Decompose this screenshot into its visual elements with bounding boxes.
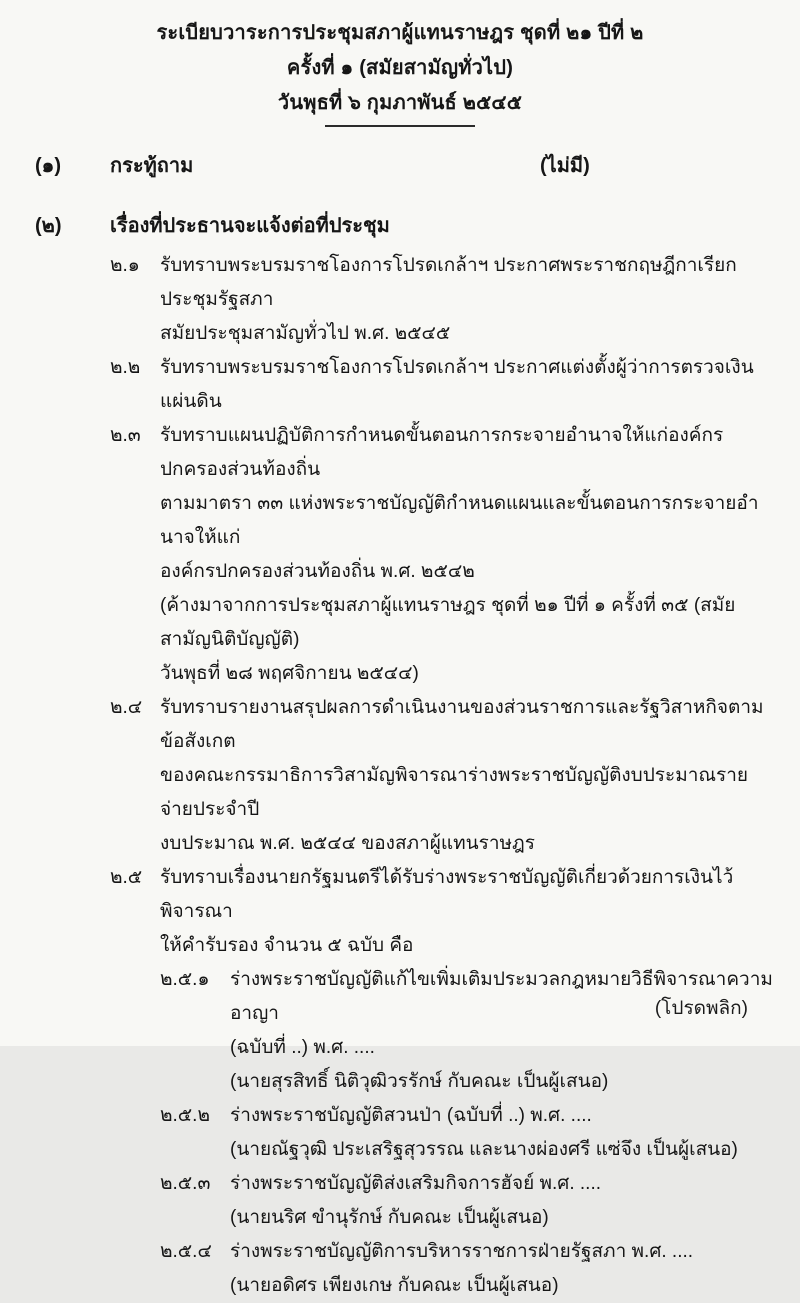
sub-item-2-5-number: ๒.๕ — [110, 867, 143, 888]
document-title-line-1: ระเบียบวาระการประชุมสภาผู้แทนราษฎร ชุดที่ ๒๑ ปีที่ ๒ — [156, 22, 644, 44]
agenda-item-2 — [35, 213, 765, 239]
sub-item-2-1-number: ๒.๑ — [110, 255, 140, 276]
sub-item-2-4 — [110, 691, 775, 861]
text-line: รับทราบแผนปฏิบัติการกำหนดขั้นตอนการกระจายอำนาจให้แก่องค์กรปกครองส่วนท้องถิ่น — [160, 425, 724, 480]
sub-item-2-5-text — [160, 861, 775, 963]
agenda-item-1-title: กระทู้ถาม — [110, 155, 194, 177]
text-line: รับทราบเรื่องนายกรัฐมนตรีได้รับร่างพระราชบัญญัติเกี่ยวด้วยการเงินไว้พิจารณา — [160, 867, 734, 922]
agenda-item-1-number: (๑) — [35, 155, 62, 177]
header-underline — [325, 125, 475, 127]
text-line: ร่างพระราชบัญญัติแก้ไขเพิ่มเติมประมวลกฎหมายวิธีพิจารณาความอาญา — [230, 969, 773, 1024]
text-line: ร่างพระราชบัญญัติส่งเสริมกิจการฮัจย์ พ.ศ. .... — [230, 1173, 602, 1194]
proposer-line: (นายอดิศร เพียงเกษ กับคณะ เป็นผู้เสนอ) — [230, 1275, 559, 1296]
sub-item-2-5-4 — [160, 1235, 775, 1303]
agenda-item-1-note: (ไม่มี) — [540, 155, 590, 177]
text-line: ร่างพระราชบัญญัติการบริหารราชการฝ่ายรัฐสภา พ.ศ. .... — [230, 1241, 694, 1262]
sub-item-2-2-number: ๒.๒ — [110, 357, 141, 378]
sub-item-2-5-2-text — [230, 1099, 775, 1167]
sub-item-2-4-number: ๒.๔ — [110, 697, 143, 718]
text-line: รับทราบพระบรมราชโองการโปรดเกล้าฯ ประกาศแต่งตั้งผู้ว่าการตรวจเงินแผ่นดิน — [160, 357, 754, 412]
text-line: ร่างพระราชบัญญัติสวนป่า (ฉบับที่ ..) พ.ศ. .... — [230, 1105, 592, 1126]
sub-item-2-5-1 — [160, 963, 775, 1099]
text-line: วันพุธที่ ๒๘ พฤศจิกายน ๒๕๔๔) — [160, 663, 419, 684]
text-line: รับทราบรายงานสรุปผลการดำเนินงานของส่วนราชการและรัฐวิสาหกิจตามข้อสังเกต — [160, 697, 764, 752]
text-line: (ค้างมาจากการประชุมสภาผู้แทนราษฎร ชุดที่ ๒๑ ปีที่ ๑ ครั้งที่ ๓๕ (สมัยสามัญนิติบัญญัติ) — [160, 595, 736, 650]
text-line: รับทราบพระบรมราชโองการโปรดเกล้าฯ ประกาศพระราชกฤษฎีกาเรียกประชุมรัฐสภา — [160, 255, 737, 310]
proposer-line: (นายนริศ ขำนุรักษ์ กับคณะ เป็นผู้เสนอ) — [230, 1207, 549, 1228]
sub-item-2-5-1-text — [230, 963, 775, 1099]
sub-item-2-4-text — [160, 691, 775, 861]
sub-item-2-5-4-text — [230, 1235, 775, 1303]
agenda-item-2-sub-list — [0, 249, 800, 1303]
document-title-line-3: วันพุธที่ ๖ กุมภาพันธ์ ๒๕๔๕ — [277, 92, 523, 114]
text-line: องค์กรปกครองส่วนท้องถิ่น พ.ศ. ๒๕๔๒ — [160, 561, 475, 582]
sub-item-2-2 — [110, 351, 775, 419]
sub-item-2-2-text — [160, 351, 775, 419]
page-turn-note: (โปรดพลิก) — [654, 998, 748, 1019]
sub-item-2-5-3-text — [230, 1167, 775, 1235]
sub-item-2-5-2-number: ๒.๕.๒ — [160, 1105, 210, 1126]
text-line: งบประมาณ พ.ศ. ๒๕๔๔ ของสภาผู้แทนราษฎร — [160, 833, 535, 854]
agenda-item-2-number: (๒) — [35, 215, 62, 237]
sub-item-2-3 — [110, 419, 775, 691]
document-header — [0, 0, 800, 127]
text-line: สมัยประชุมสามัญทั่วไป พ.ศ. ๒๕๔๕ — [160, 323, 451, 344]
agenda-item-1 — [35, 153, 765, 179]
sub-item-2-5-3-number: ๒.๕.๓ — [160, 1173, 211, 1194]
sub-item-2-3-text — [160, 419, 775, 691]
proposer-line: (นายณัฐวุฒิ ประเสริฐสุวรรณ และนางผ่องศรี แซ่จึง เป็นผู้เสนอ) — [230, 1139, 738, 1160]
agenda-item-2-title: เรื่องที่ประธานจะแจ้งต่อที่ประชุม — [110, 215, 390, 237]
sub-item-2-5-2 — [160, 1099, 775, 1167]
text-line: (ฉบับที่ ..) พ.ศ. .... — [230, 1037, 375, 1058]
proposer-line: (นายสุรสิทธิ์ นิติวุฒิวรรักษ์ กับคณะ เป็นผู้เสนอ) — [230, 1071, 609, 1092]
sub-item-2-3-number: ๒.๓ — [110, 425, 141, 446]
text-line: ให้คำรับรอง จำนวน ๕ ฉบับ คือ — [160, 935, 414, 956]
sub-item-2-1 — [110, 249, 775, 351]
sub-item-2-1-text — [160, 249, 775, 351]
sub-item-2-5-4-number: ๒.๕.๔ — [160, 1241, 212, 1262]
text-line: ของคณะกรรมาธิการวิสามัญพิจารณาร่างพระราชบัญญัติงบประมาณรายจ่ายประจำปี — [160, 765, 749, 820]
text-line: ตามมาตรา ๓๓ แห่งพระราชบัญญัติกำหนดแผนและขั้นตอนการกระจายอำนาจให้แก่ — [160, 493, 759, 548]
sub-item-2-5-3 — [160, 1167, 775, 1235]
sub-item-2-5-1-number: ๒.๕.๑ — [160, 969, 210, 990]
document-title-line-2: ครั้งที่ ๑ (สมัยสามัญทั่วไป) — [286, 57, 514, 79]
sub-item-2-5 — [110, 861, 775, 963]
